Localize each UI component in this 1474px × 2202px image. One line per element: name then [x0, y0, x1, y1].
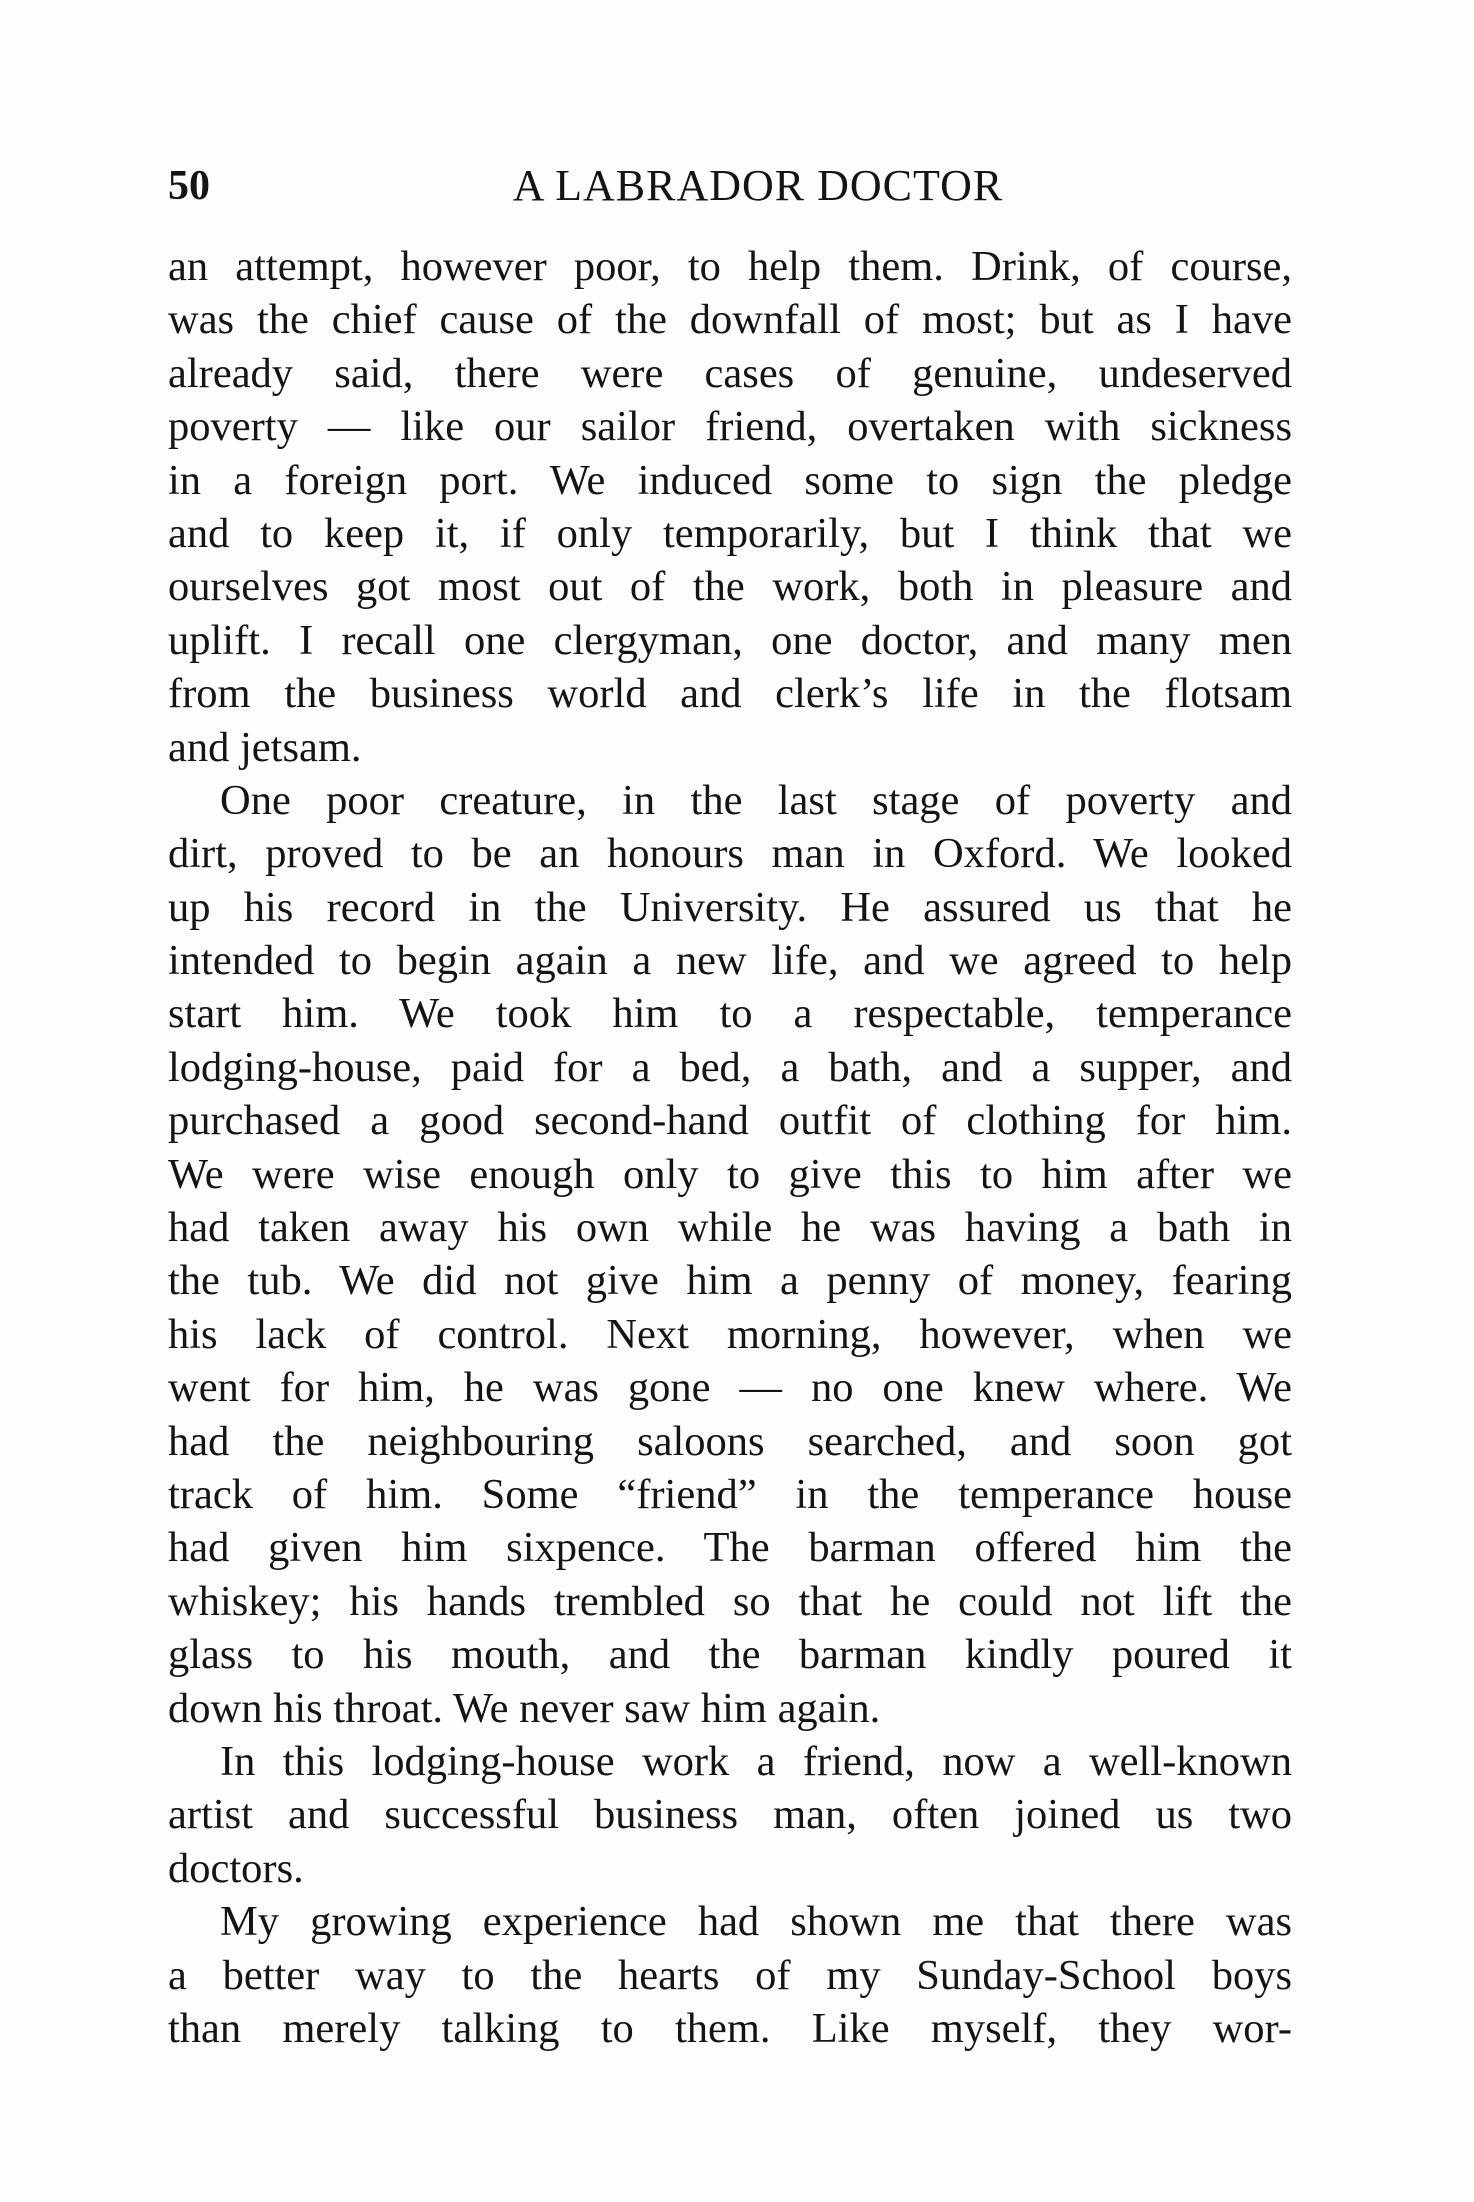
text-line: uplift. I recall one clergyman, one doctor, and many men	[168, 616, 1292, 664]
text-line: an attempt, however poor, to help them. Drink, of course,	[168, 243, 1292, 290]
text-line: the tub. We did not give him a penny of money, fearing	[168, 1257, 1292, 1305]
paragraph-2	[168, 774, 1292, 1735]
text-line: glass to his mouth, and the barman kindly poured it	[168, 1631, 1292, 1679]
text-line: was the chief cause of the downfall of most; but as I have	[168, 296, 1292, 344]
running-head	[168, 158, 1292, 214]
paragraph-1	[168, 240, 1292, 774]
paragraph-4	[168, 1895, 1292, 2055]
text-line: and jetsam.	[168, 723, 362, 771]
text-line: went for him, he was gone — no one knew where. We	[168, 1364, 1292, 1412]
text-line: poverty — like our sailor friend, overtaken with sickness	[168, 403, 1292, 451]
text-line: already said, there were cases of genuine, undeserved	[168, 349, 1292, 397]
text-line: In this lodging-house work a friend, now a well-known	[220, 1737, 1292, 1785]
running-title: A LABRADOR DOCTOR	[512, 161, 1004, 210]
text-line: up his record in the University. He assured us that he	[168, 883, 1292, 931]
text-line: artist and successful business man, often joined us two	[168, 1791, 1292, 1839]
text-line: purchased a good second-hand outfit of clothing for him.	[168, 1097, 1292, 1145]
text-line: had given him sixpence. The barman offered him the	[168, 1524, 1292, 1572]
page-number: 50	[168, 163, 210, 209]
paragraph-3	[168, 1735, 1292, 1895]
text-line: My growing experience had shown me that there was	[220, 1898, 1292, 1946]
text-line: than merely talking to them. Like myself, they wor-	[168, 2004, 1292, 2052]
text-line: from the business world and clerk’s life in the flotsam	[168, 670, 1292, 718]
text-line: We were wise enough only to give this to him after we	[168, 1150, 1292, 1198]
text-line: had taken away his own while he was having a bath in	[168, 1204, 1292, 1252]
text-line: dirt, proved to be an honours man in Oxford. We looked	[168, 830, 1292, 878]
text-line: whiskey; his hands trembled so that he could not lift the	[168, 1577, 1292, 1625]
text-line: One poor creature, in the last stage of poverty and	[220, 776, 1292, 824]
text-line: his lack of control. Next morning, however, when we	[168, 1310, 1292, 1358]
text-line: ourselves got most out of the work, both in pleasure and	[168, 563, 1292, 611]
text-line: had the neighbouring saloons searched, and soon got	[168, 1417, 1292, 1465]
text-line: down his throat. We never saw him again.	[168, 1684, 881, 1732]
text-line: intended to begin again a new life, and we agreed to help	[168, 937, 1292, 985]
text-line: lodging-house, paid for a bed, a bath, and a supper, and	[168, 1043, 1292, 1091]
text-line: start him. We took him to a respectable, temperance	[168, 990, 1292, 1038]
text-line: in a foreign port. We induced some to sign the pledge	[168, 456, 1292, 504]
text-line: and to keep it, if only temporarily, but I think that we	[168, 509, 1292, 557]
body-text	[168, 240, 1292, 2055]
text-line: track of him. Some “friend” in the temperance house	[168, 1470, 1292, 1518]
text-line: a better way to the hearts of my Sunday-School boys	[168, 1951, 1292, 1999]
text-line: doctors.	[168, 1844, 304, 1892]
